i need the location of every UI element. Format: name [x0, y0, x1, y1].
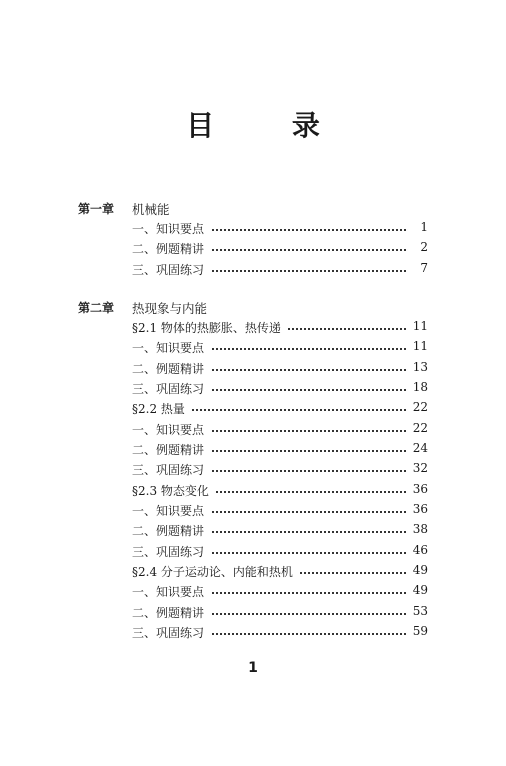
chapter-title: 热现象与内能 [132, 301, 208, 316]
entry-label: 一、知识要点 [132, 339, 210, 356]
entry-label: 三、巩固练习 [132, 624, 210, 641]
entry-page-number: 18 [412, 380, 428, 395]
toc-entry [0, 421, 506, 441]
toc-entry [0, 624, 506, 644]
entry-page-number: 22 [412, 400, 428, 415]
toc-entry [0, 339, 506, 359]
entry-label: 一、知识要点 [132, 421, 210, 438]
entry-page-number: 2 [420, 240, 428, 255]
entry-page-number: 7 [420, 260, 428, 275]
entry-label: 三、巩固练习 [132, 261, 210, 278]
toc-entry [0, 522, 506, 542]
chapter-heading [0, 299, 506, 319]
entry-label: 三、巩固练习 [132, 461, 210, 478]
toc-entry [0, 261, 506, 281]
entry-page-number: 49 [412, 563, 428, 578]
toc-section-entry [0, 482, 506, 502]
entry-page-number: 59 [412, 624, 428, 639]
toc-entry [0, 604, 506, 624]
toc-entry [0, 543, 506, 563]
entry-page-number: 24 [412, 441, 428, 456]
toc-entry [0, 380, 506, 400]
chapter-number: 第一章 [78, 202, 115, 216]
chapter-heading [0, 200, 506, 220]
entry-label: 二、例题精讲 [132, 360, 210, 377]
chapter-number: 第二章 [78, 301, 115, 315]
entry-label: §2.4 分子运动论、内能和热机 [132, 563, 299, 580]
toc-entry [0, 360, 506, 380]
entry-page-number: 32 [412, 461, 428, 476]
page-number: 1 [248, 660, 258, 676]
toc-entry [0, 441, 506, 461]
chapter-1-entries [0, 220, 506, 281]
toc-entry [0, 220, 506, 240]
toc-entry [0, 461, 506, 481]
entry-page-number: 38 [412, 522, 428, 537]
entry-page-number: 53 [412, 603, 428, 618]
toc-section-entry [0, 563, 506, 583]
entry-label: 二、例题精讲 [132, 522, 210, 539]
entry-label: 一、知识要点 [132, 220, 210, 237]
toc-entry [0, 240, 506, 260]
entry-label: 三、巩固练习 [132, 380, 210, 397]
entry-page-number: 13 [412, 359, 428, 374]
entry-page-number: 49 [412, 583, 428, 598]
entry-page-number: 22 [412, 420, 428, 435]
chapter-title: 机械能 [132, 202, 170, 217]
entry-page-number: 36 [412, 502, 428, 517]
entry-label: §2.1 物体的热膨胀、热传递 [132, 319, 287, 336]
toc-entry [0, 502, 506, 522]
entry-page-number: 11 [412, 339, 428, 354]
chapter-2-entries [0, 319, 506, 645]
entry-label: 一、知识要点 [132, 502, 210, 519]
page-title: 目 录 [186, 109, 354, 142]
entry-page-number: 46 [412, 542, 428, 557]
entry-label: 二、例题精讲 [132, 240, 210, 257]
toc-section-entry [0, 319, 506, 339]
entry-page-number: 1 [420, 220, 428, 234]
entry-label: 三、巩固练习 [132, 543, 210, 560]
entry-label: 二、例题精讲 [132, 604, 210, 621]
entry-label: §2.3 物态变化 [132, 482, 215, 499]
toc-entry [0, 583, 506, 603]
entry-label: 一、知识要点 [132, 583, 210, 600]
entry-page-number: 36 [412, 481, 428, 496]
chapter-1 [0, 200, 506, 281]
entry-page-number: 11 [412, 319, 428, 333]
toc-section-entry [0, 400, 506, 420]
entry-label: §2.2 热量 [132, 400, 191, 417]
chapter-2 [0, 299, 506, 645]
entry-label: 二、例题精讲 [132, 441, 210, 458]
